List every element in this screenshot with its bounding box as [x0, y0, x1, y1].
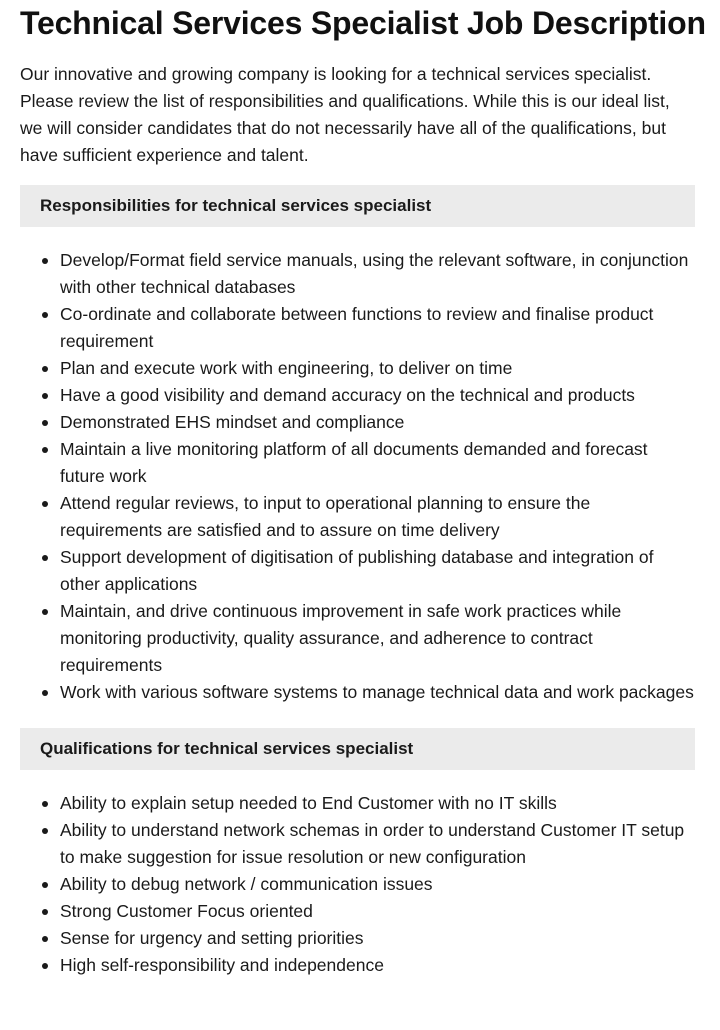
list-item: Sense for urgency and setting priorities — [60, 925, 695, 952]
list-item: Plan and execute work with engineering, to deliver on time — [60, 355, 695, 382]
list-item: High self-responsibility and independence — [60, 952, 695, 979]
list-item: Co-ordinate and collaborate between functions to review and finalise product requirement — [60, 301, 695, 355]
qualifications-heading: Qualifications for technical services specialist — [20, 728, 695, 770]
list-item: Ability to explain setup needed to End Customer with no IT skills — [60, 790, 695, 817]
list-item: Strong Customer Focus oriented — [60, 898, 695, 925]
list-item: Demonstrated EHS mindset and compliance — [60, 409, 695, 436]
list-item: Develop/Format field service manuals, using the relevant software, in conjunction with other technical databases — [60, 247, 695, 301]
responsibilities-list — [20, 247, 695, 706]
intro-paragraph: Our innovative and growing company is looking for a technical services specialist. Please review the list of responsibilities and qualifications. While this is our ideal list, we will consider candidates that do not necessarily have all of the qualifications, but have sufficient experience and talent. — [20, 64, 670, 165]
page-title: Technical Services Specialist Job Description — [20, 5, 706, 41]
list-item: Maintain, and drive continuous improvement in safe work practices while monitoring productivity, quality assurance, and adherence to contract requirements — [60, 598, 695, 679]
list-item: Ability to debug network / communication issues — [60, 871, 695, 898]
list-item: Support development of digitisation of publishing database and integration of other applications — [60, 544, 695, 598]
list-item: Have a good visibility and demand accuracy on the technical and products — [60, 382, 695, 409]
qualifications-list — [20, 790, 695, 979]
list-item: Ability to understand network schemas in order to understand Customer IT setup to make suggestion for issue resolution or new configuration — [60, 817, 695, 871]
responsibilities-heading: Responsibilities for technical services specialist — [20, 185, 695, 227]
list-item: Work with various software systems to manage technical data and work packages — [60, 679, 695, 706]
list-item: Attend regular reviews, to input to operational planning to ensure the requirements are satisfied and to assure on time delivery — [60, 490, 695, 544]
list-item: Maintain a live monitoring platform of all documents demanded and forecast future work — [60, 436, 695, 490]
